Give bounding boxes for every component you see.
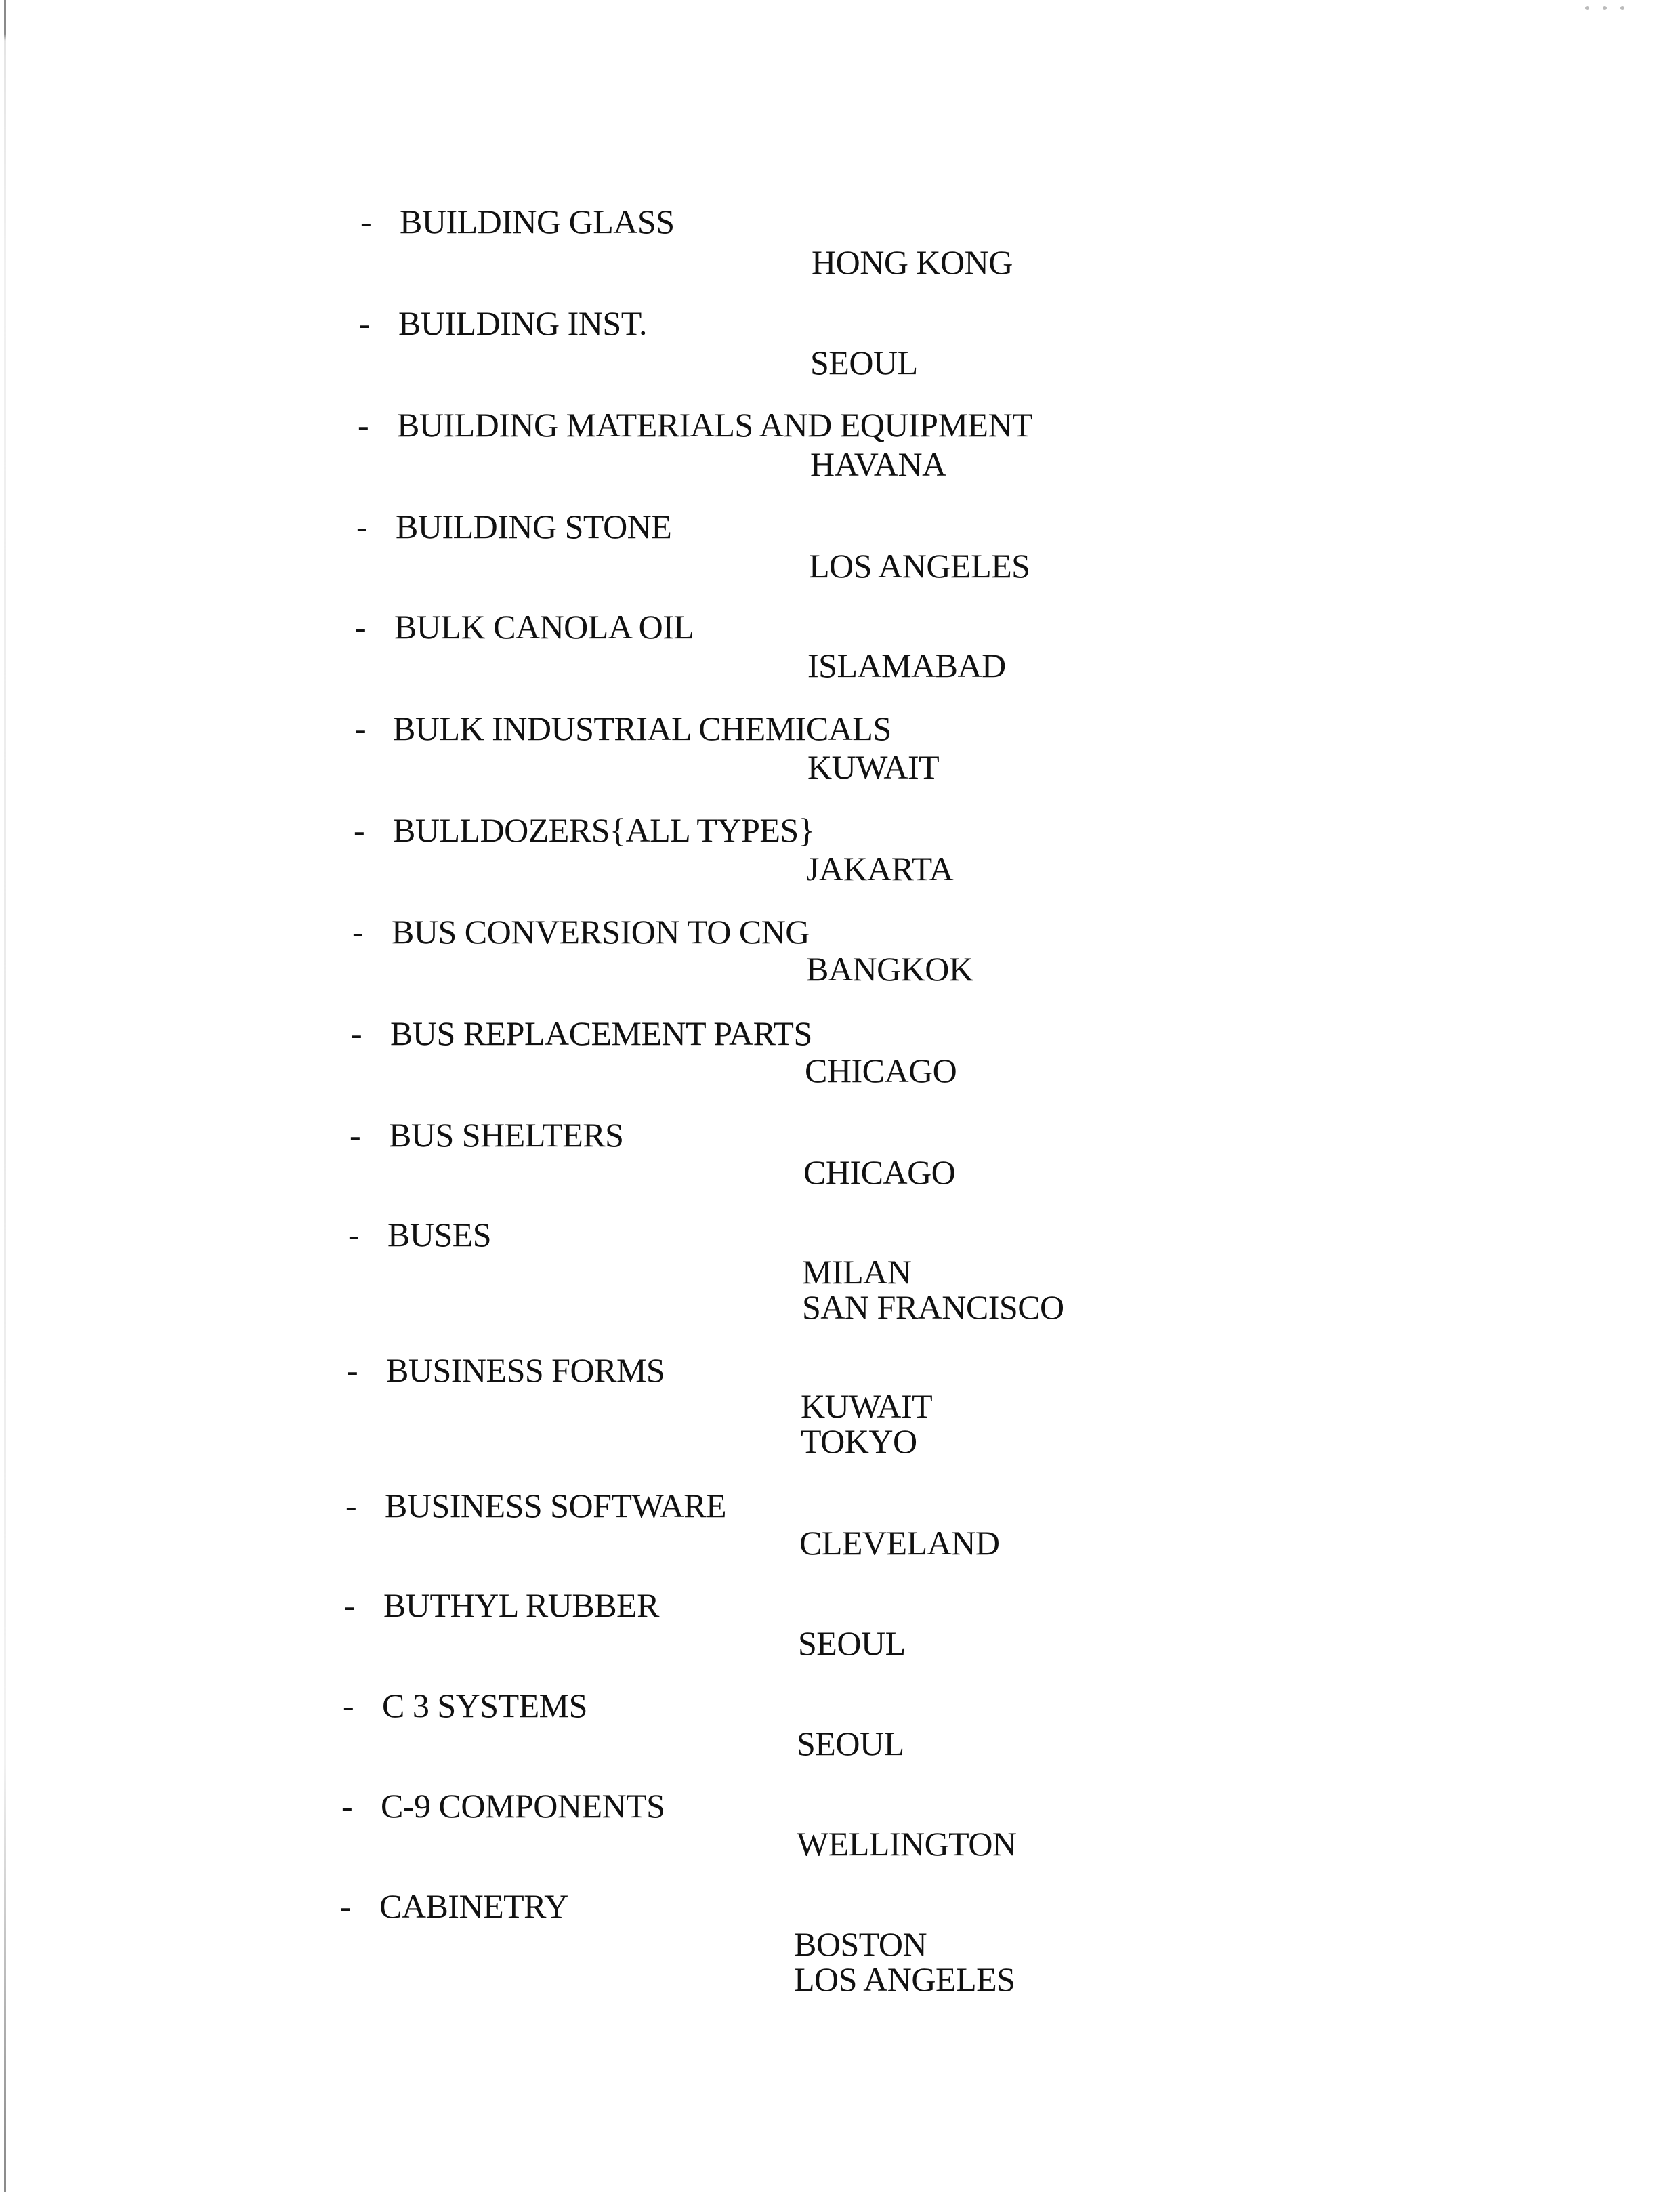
city-name: TOKYO xyxy=(801,1422,917,1460)
product-name: BUS REPLACEMENT PARTS xyxy=(390,1014,812,1052)
city-name: CHICAGO xyxy=(805,1052,957,1090)
city-name: LOS ANGELES xyxy=(794,1960,1015,1998)
city-name: WELLINGTON xyxy=(797,1825,1017,1863)
list-bullet-dash: - xyxy=(359,304,371,342)
product-name: BULK INDUSTRIAL CHEMICALS xyxy=(393,709,891,747)
product-name: BUSES xyxy=(387,1216,492,1254)
city-name: SEOUL xyxy=(797,1724,904,1762)
city-name: JAKARTA xyxy=(806,850,954,888)
list-bullet-dash: - xyxy=(348,1216,360,1254)
list-bullet-dash: - xyxy=(347,1351,358,1389)
product-name: BUILDING MATERIALS AND EQUIPMENT xyxy=(397,406,1033,444)
city-name: CLEVELAND xyxy=(799,1524,1000,1562)
city-name: BOSTON xyxy=(794,1925,927,1963)
city-name: SAN FRANCISCO xyxy=(802,1288,1064,1326)
product-name: C-9 COMPONENTS xyxy=(381,1787,665,1825)
list-bullet-dash: - xyxy=(352,913,364,951)
list-bullet-dash: - xyxy=(358,406,369,444)
product-name: CABINETRY xyxy=(379,1887,568,1925)
city-name: SEOUL xyxy=(798,1624,906,1662)
city-name: ISLAMABAD xyxy=(807,646,1006,684)
list-bullet-dash: - xyxy=(356,508,368,545)
list-bullet-dash: - xyxy=(345,1487,357,1525)
product-name: BUS SHELTERS xyxy=(389,1116,624,1154)
product-name: BUSINESS FORMS xyxy=(386,1351,665,1389)
product-name: BUSINESS SOFTWARE xyxy=(385,1487,727,1525)
corner-scan-marks xyxy=(1572,1,1653,9)
list-bullet-dash: - xyxy=(340,1887,352,1925)
list-bullet-dash: - xyxy=(351,1014,362,1052)
list-bullet-dash: - xyxy=(360,203,372,241)
list-bullet-dash: - xyxy=(350,1116,361,1154)
city-name: SEOUL xyxy=(810,344,918,381)
list-bullet-dash: - xyxy=(344,1586,356,1624)
product-name: BUTHYL RUBBER xyxy=(383,1586,659,1624)
city-name: LOS ANGELES xyxy=(809,547,1030,585)
product-name: BUILDING STONE xyxy=(396,508,672,545)
city-name: KUWAIT xyxy=(807,748,940,786)
list-bullet-dash: - xyxy=(355,608,366,646)
product-name: BULK CANOLA OIL xyxy=(394,608,694,646)
city-name: HONG KONG xyxy=(812,243,1013,281)
product-name: BUILDING INST. xyxy=(398,304,648,342)
city-name: HAVANA xyxy=(810,445,946,483)
city-name: CHICAGO xyxy=(803,1153,956,1191)
list-bullet-dash: - xyxy=(354,811,365,849)
list-bullet-dash: - xyxy=(355,709,366,747)
product-name: BULLDOZERS{ALL TYPES} xyxy=(393,811,815,849)
product-name: BUILDING GLASS xyxy=(400,203,675,241)
scan-edge-mark xyxy=(4,0,6,2192)
city-name: KUWAIT xyxy=(801,1387,933,1425)
product-name: BUS CONVERSION TO CNG xyxy=(392,913,810,951)
product-name: C 3 SYSTEMS xyxy=(382,1687,587,1724)
city-name: BANGKOK xyxy=(806,950,973,988)
list-bullet-dash: - xyxy=(343,1687,354,1724)
list-bullet-dash: - xyxy=(341,1787,353,1825)
city-name: MILAN xyxy=(802,1253,912,1291)
